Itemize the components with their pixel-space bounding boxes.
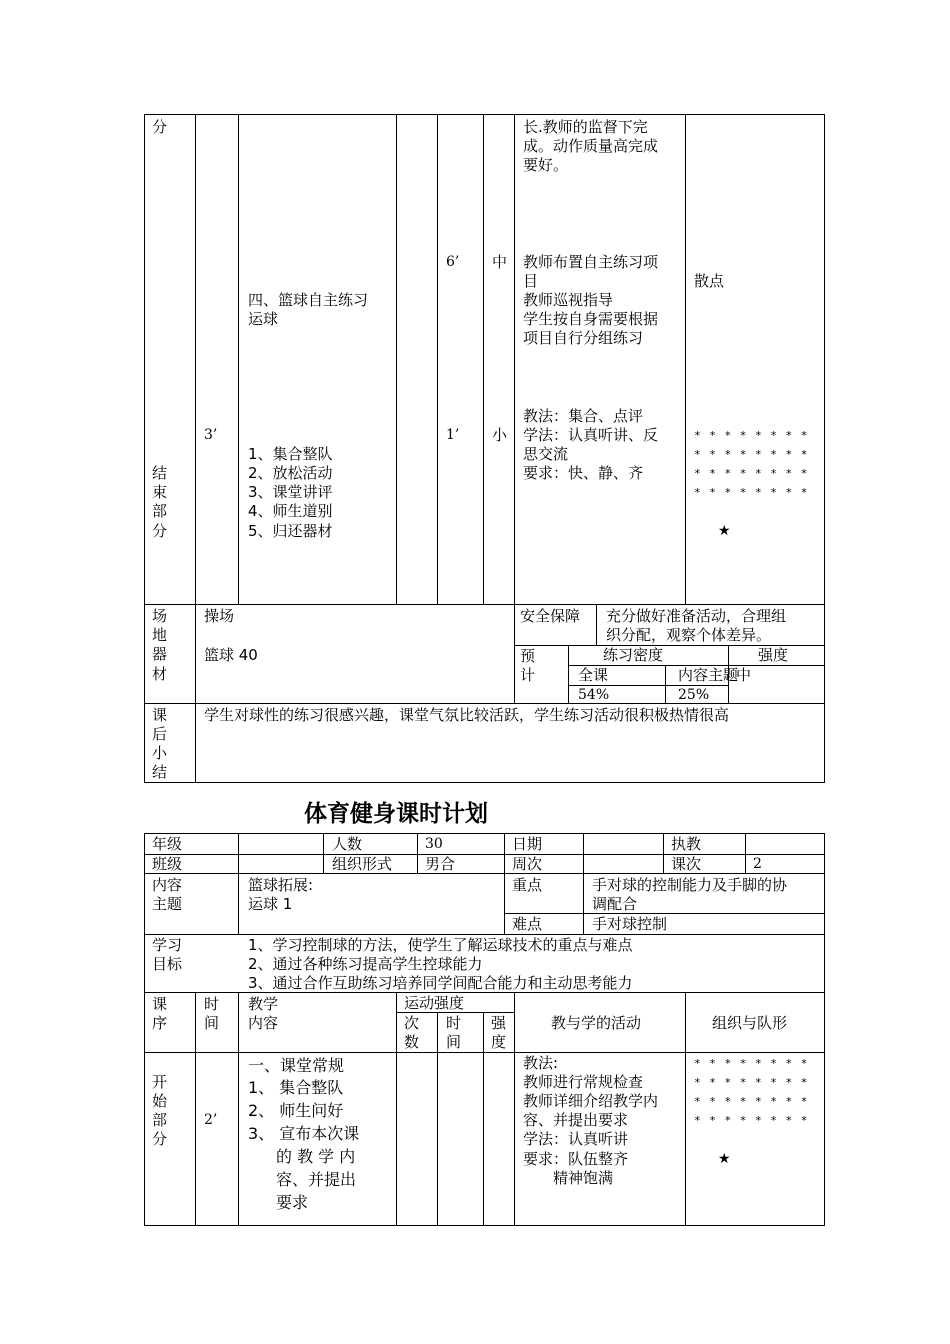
prev-activity-line-3: 要好。 xyxy=(523,156,569,174)
end-section-label-3: 部 xyxy=(152,502,168,520)
venue-label-2: 地 xyxy=(152,626,168,644)
page-title: 体育健身课时计划 xyxy=(304,801,488,827)
key-point-label: 重点 xyxy=(512,876,543,894)
start-formation-row-4: * * * * * * * * xyxy=(694,1114,809,1127)
start-heading: 一、课堂常规 xyxy=(248,1056,345,1075)
key-point-line-1: 手对球的控制能力及手脚的协 xyxy=(592,876,788,894)
whole-lesson-value: 54% xyxy=(578,687,610,703)
safety-text-line-1: 充分做好准备活动，合理组 xyxy=(606,607,787,625)
date-label: 日期 xyxy=(512,835,543,853)
safety-label: 安全保障 xyxy=(520,607,581,625)
lesson-number-label: 课次 xyxy=(671,855,702,873)
key-point-line-2: 调配合 xyxy=(592,895,638,913)
safety-text-line-2: 织分配，观察个体差异。 xyxy=(606,626,772,644)
start-formation-row-3: * * * * * * * * xyxy=(694,1095,809,1108)
grade-label: 年级 xyxy=(152,835,183,853)
class-label: 班级 xyxy=(152,855,183,873)
venue-label-4: 材 xyxy=(152,665,168,683)
end-item-1: 1、集合整队 xyxy=(248,445,333,463)
start-label-4: 分 xyxy=(152,1130,168,1148)
topic-value-1: 篮球拓展: xyxy=(248,876,314,894)
difficulty-label: 难点 xyxy=(512,915,543,933)
item4-activity-line-5: 项目自行分组练习 xyxy=(523,329,644,347)
start-activity-6: 要求：队伍整齐 xyxy=(523,1150,629,1168)
end-item-2: 2、放松活动 xyxy=(248,464,333,482)
content-topic-label: 内容主题 xyxy=(678,666,739,684)
equipment-value: 篮球 40 xyxy=(204,646,258,664)
item4-activity-line-2: 目 xyxy=(523,272,539,290)
start-item-1: 1、 集合整队 xyxy=(248,1078,344,1097)
intensity-value: 中 xyxy=(736,666,752,684)
col-duration-1: 时 xyxy=(446,1014,462,1032)
start-item-3-line-1: 3、 宣布本次课 xyxy=(248,1124,360,1143)
start-activity-4: 容、并提出要求 xyxy=(523,1111,629,1129)
prev-activity-line-2: 成。动作质量高完成 xyxy=(523,137,659,155)
goals-label-1: 学习 xyxy=(152,936,183,954)
start-activity-3: 教师详细介绍教学内 xyxy=(523,1092,659,1110)
headcount-value[interactable]: 30 xyxy=(425,836,443,852)
venue-value: 操场 xyxy=(204,607,235,625)
start-item-3-line-4: 要求 xyxy=(276,1193,309,1212)
summary-text: 学生对球性的练习很感兴趣，课堂气氛比较活跃，学生练习活动很积极热情很高 xyxy=(204,706,730,724)
start-time: 2’ xyxy=(204,1112,218,1128)
item4-title: 四、篮球自主练习 xyxy=(248,291,369,309)
end-item-5: 5、归还器材 xyxy=(248,522,333,540)
summary-label-2: 后 xyxy=(152,725,168,743)
start-activity-5: 学法：认真听讲 xyxy=(523,1130,629,1148)
col-time-1: 时 xyxy=(204,995,220,1013)
col-duration-2: 间 xyxy=(446,1033,462,1051)
end-count: 1’ xyxy=(446,427,460,443)
organization-value[interactable]: 男合 xyxy=(425,855,456,873)
col-order-1: 课 xyxy=(152,995,168,1013)
topic-label-2: 主题 xyxy=(152,895,183,913)
end-section-label-2: 束 xyxy=(152,483,168,501)
summary-label-4: 结 xyxy=(152,763,168,781)
end-section-label-1: 结 xyxy=(152,464,168,482)
summary-label-1: 课 xyxy=(152,706,168,724)
section-label-continued: 分 xyxy=(152,118,168,136)
end-activity-line-3: 思交流 xyxy=(523,445,569,463)
end-section-label-4: 分 xyxy=(152,522,168,540)
forecast-label-2: 计 xyxy=(520,666,536,684)
start-activity-2: 教师进行常规检查 xyxy=(523,1073,644,1091)
venue-label-3: 器 xyxy=(152,645,168,663)
headcount-label: 人数 xyxy=(332,835,363,853)
col-content-1: 教学 xyxy=(248,995,279,1013)
start-teacher-star-icon: ★ xyxy=(718,1151,731,1167)
start-activity-7: 精神饱满 xyxy=(523,1169,614,1187)
topic-value-2: 运球 1 xyxy=(248,895,293,913)
end-formation-row-3: * * * * * * * * xyxy=(694,467,809,480)
week-label: 周次 xyxy=(512,855,543,873)
prev-activity-line-1: 长.教师的监督下完 xyxy=(523,118,648,136)
whole-lesson-label: 全课 xyxy=(578,666,609,684)
density-label: 练习密度 xyxy=(603,646,664,664)
end-section-time: 3’ xyxy=(204,427,218,443)
end-activity-line-2: 学法：认真听讲、反 xyxy=(523,426,659,444)
col-activity: 教与学的活动 xyxy=(551,1014,642,1032)
end-activity-line-4: 要求：快、静、齐 xyxy=(523,464,644,482)
goal-1: 1、学习控制球的方法，使学生了解运球技术的重点与难点 xyxy=(248,936,633,954)
end-formation-row-1: * * * * * * * * xyxy=(694,429,809,442)
start-formation-row-2: * * * * * * * * xyxy=(694,1076,809,1089)
organization-label: 组织形式 xyxy=(332,855,393,873)
col-content-2: 内容 xyxy=(248,1014,279,1032)
teacher-label: 执教 xyxy=(671,835,702,853)
start-label-1: 开 xyxy=(152,1073,168,1091)
start-formation-row-1: * * * * * * * * xyxy=(694,1057,809,1070)
start-item-2: 2、 师生问好 xyxy=(248,1101,344,1120)
start-item-3-line-3: 容、并提出 xyxy=(276,1170,357,1189)
col-intensity: 运动强度 xyxy=(404,994,465,1012)
summary-label-3: 小 xyxy=(152,744,168,762)
goals-label-2: 目标 xyxy=(152,955,183,973)
forecast-label-1: 预 xyxy=(520,647,536,665)
difficulty-value: 手对球控制 xyxy=(592,915,668,933)
col-reps-1: 次 xyxy=(404,1014,420,1032)
goal-2: 2、通过各种练习提高学生控球能力 xyxy=(248,955,483,973)
end-activity-line-1: 教法：集合、点评 xyxy=(523,407,644,425)
end-intensity: 小 xyxy=(492,426,508,444)
lesson-number-value[interactable]: 2 xyxy=(753,856,762,872)
end-formation-row-2: * * * * * * * * xyxy=(694,448,809,461)
start-label-3: 部 xyxy=(152,1111,168,1129)
item4-activity-line-3: 教师巡视指导 xyxy=(523,291,614,309)
end-formation-row-4: * * * * * * * * xyxy=(694,486,809,499)
topic-label-1: 内容 xyxy=(152,876,183,894)
item4-formation: 散点 xyxy=(694,272,725,290)
col-time-2: 间 xyxy=(204,1014,220,1032)
col-strength-1: 强 xyxy=(491,1014,507,1032)
goal-3: 3、通过合作互助练习培养同学间配合能力和主动思考能力 xyxy=(248,974,633,992)
item4-activity-line-1: 教师布置自主练习项 xyxy=(523,253,659,271)
intensity-label: 强度 xyxy=(758,646,789,664)
start-label-2: 始 xyxy=(152,1092,168,1110)
start-activity-1: 教法: xyxy=(523,1054,559,1072)
teacher-star-icon: ★ xyxy=(718,523,731,539)
item4-count: 6’ xyxy=(446,254,460,270)
start-item-3-line-2: 的 教 学 内 xyxy=(276,1147,356,1166)
venue-label-1: 场 xyxy=(152,607,168,625)
item4-intensity: 中 xyxy=(492,253,508,271)
col-reps-2: 数 xyxy=(404,1033,420,1051)
item4-activity-line-4: 学生按自身需要根据 xyxy=(523,310,659,328)
end-item-3: 3、课堂讲评 xyxy=(248,483,333,501)
col-order-2: 序 xyxy=(152,1014,168,1032)
end-item-4: 4、师生道别 xyxy=(248,502,333,520)
col-formation: 组织与队形 xyxy=(712,1014,788,1032)
col-strength-2: 度 xyxy=(491,1033,507,1051)
content-topic-value: 25% xyxy=(678,687,710,703)
item4-subtitle: 运球 xyxy=(248,310,279,328)
